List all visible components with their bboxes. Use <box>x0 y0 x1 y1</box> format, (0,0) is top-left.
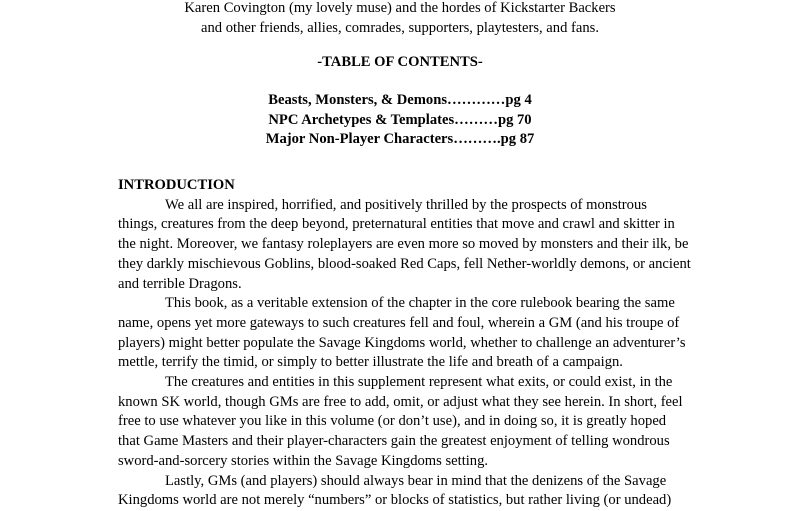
toc-entry-major-npcs: Major Non-Player Characters……….pg 87 <box>265 131 535 148</box>
section-heading: INTRODUCTION <box>118 177 235 193</box>
paragraph-line: Lastly, GMs (and players) should always bear in mind that the denizens of the Savage <box>165 472 667 489</box>
paragraph-line: known SK world, though GMs are free to add, omit, or adjust what they see herein. In short, feel <box>118 393 683 410</box>
paragraph <box>118 472 678 511</box>
paragraph-line: that Game Masters and their player-characters gain the greatest enjoyment of telling wondrous <box>118 433 670 450</box>
toc-entry-beasts: Beasts, Monsters, & Demons…………pg 4 <box>268 92 532 108</box>
paragraph-line: name, opens yet more gateways to such creatures fell and foul, wherein a GM (and his troupe of <box>118 314 680 331</box>
table-of-contents <box>0 91 800 150</box>
paragraph <box>118 294 686 373</box>
toc-entry-npc-archetypes: NPC Archetypes & Templates………pg 70 <box>268 111 532 128</box>
toc-title: -TABLE OF CONTENTS- <box>317 54 483 70</box>
paragraph <box>118 196 691 295</box>
paragraph-line: free to use whatever you like in this volume (or don’t use), and in doing so, it is greatly hoped <box>118 413 667 430</box>
paragraph-line: This book, as a veritable extension of the chapter in the core rulebook bearing the same <box>165 295 675 312</box>
paragraph-line: players) might better populate the Savage Kingdoms world, whether to challenge an adventurer’s <box>118 334 686 351</box>
paragraph-line: things, creatures from the deep beyond, preternatural entities that move and crawl and skitter in <box>118 216 675 233</box>
paragraph-line: and terrible Dragons. <box>118 275 242 292</box>
paragraph-line: sword-and-sorcery stories within the Savage Kingdoms setting. <box>118 452 489 469</box>
acknowledgements-line: and other friends, allies, comrades, supporters, playtesters, and fans. <box>201 19 599 36</box>
paragraph-line: they darkly mischievous Goblins, blood-soaked Red Caps, fell Nether-worldly demons, or ancient <box>118 255 691 272</box>
paragraph <box>118 373 683 472</box>
paragraph-line: We all are inspired, horrified, and positively thrilled by the prospects of monstrous <box>165 196 647 213</box>
paragraph-line: The creatures and entities in this supplement represent what exits, or could exist, in the <box>165 374 673 391</box>
paragraph-line: the night. Moreover, we fantasy roleplayers are even more so moved by monsters and their ilk, be <box>118 236 689 253</box>
acknowledgements <box>0 0 800 38</box>
acknowledgements-line: Karen Covington (my lovely muse) and the hordes of Kickstarter Backers <box>184 0 616 16</box>
paragraph-line: mettle, terrify the timid, or simply to better illustrate the life and breath of a campaign. <box>118 354 623 371</box>
paragraph-line: Kingdoms world are not merely “numbers” or blocks of statistics, but rather living (or undead) <box>118 492 672 509</box>
introduction-section <box>118 176 691 511</box>
